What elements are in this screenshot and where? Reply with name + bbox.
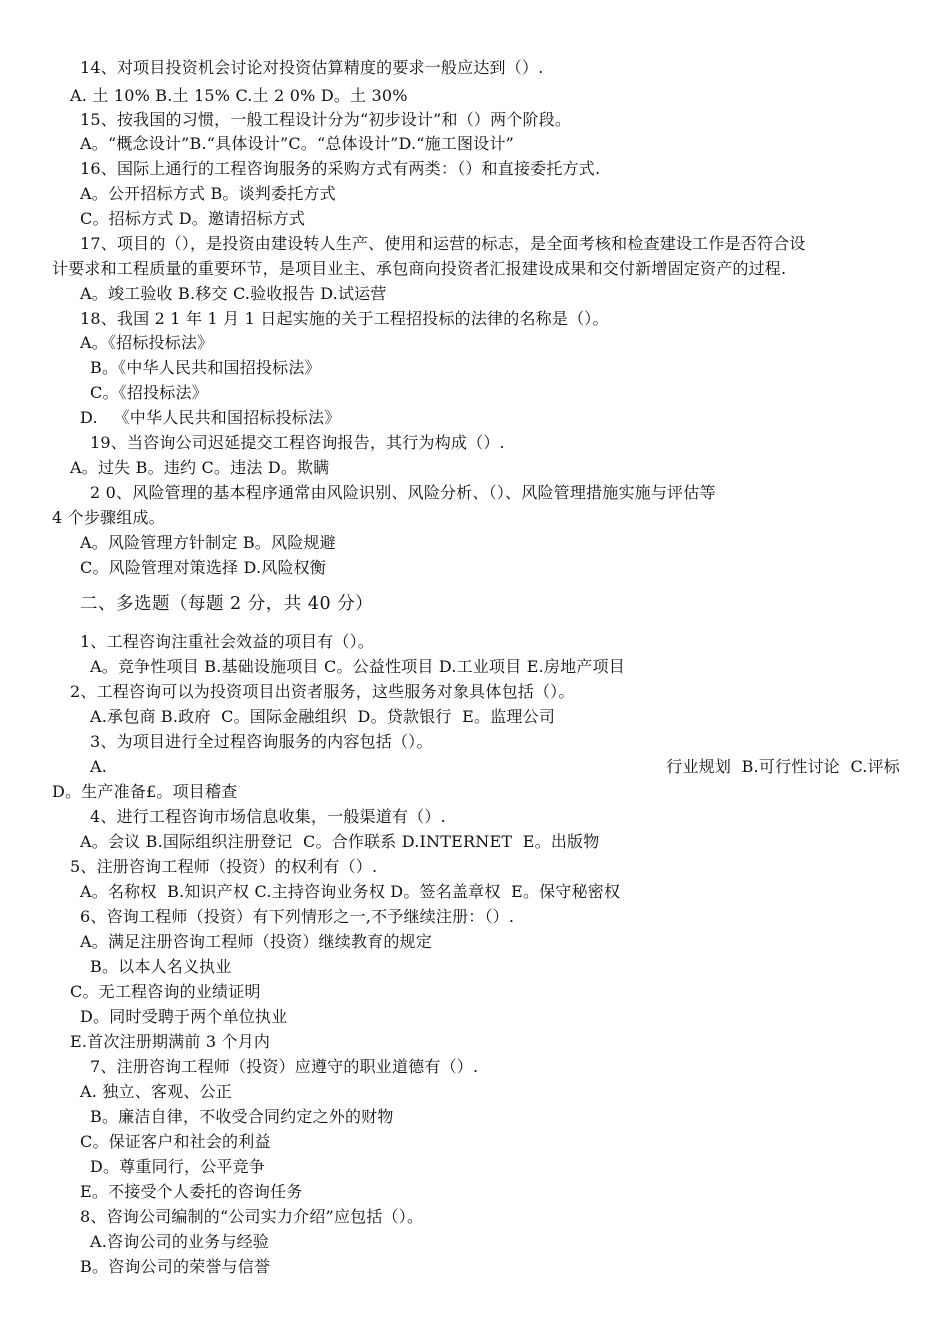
options-19: A。过失 B。违约 C。违法 D。欺瞒	[70, 458, 330, 477]
option-18-b: B。《中华人民共和国招投标法》	[90, 358, 321, 377]
mc-options-3-label: A.	[90, 757, 108, 776]
options-15: A。“概念设计”B.“具体设计”C。“总体设计”D.“施工图设计”	[80, 134, 515, 153]
question-15: 15、按我国的习惯，一般工程设计分为“初步设计”和（）两个阶段。	[80, 110, 572, 129]
question-17-line-1: 17、项目的（），是投资由建设转人生产、使用和运营的标志，是全面考核和检查建设工作是否符合设	[80, 234, 806, 253]
option-18-d: D. 《中华人民共和国招标投标法》	[80, 408, 341, 427]
mc-option-7-e: E。不接受个人委托的咨询任务	[80, 1182, 303, 1201]
mc-question-3: 3、为项目进行全过程咨询服务的内容包括（）。	[90, 732, 433, 751]
mc-question-8: 8、咨询公司编制的“公司实力介绍”应包括（）。	[80, 1207, 424, 1226]
options-14: A. 土 10% B.土 15% C.土 2 0% D。土 30%	[70, 86, 408, 105]
mc-options-1: A。竞争性项目 B.基础设施项目 C。公益性项目 D.工业项目 E.房地产项目	[90, 657, 625, 676]
question-18: 18、我国 2 1 年 1 月 1 日起实施的关于工程招投标的法律的名称是（）。	[80, 309, 609, 328]
options-20-c: C。风险管理对策选择 D.风险权衡	[80, 558, 327, 577]
option-18-c: C。《招投标法》	[90, 383, 208, 402]
mc-options-4: A。会议 B.国际组织注册登记 C。合作联系 D.INTERNET E。出版物	[80, 832, 600, 851]
mc-question-6: 6、咨询工程师（投资）有下列情形之一,不予继续注册：（）.	[80, 907, 515, 926]
mc-option-6-c: C。无工程咨询的业绩证明	[70, 982, 261, 1001]
question-14: 14、对项目投资机会讨论对投资估算精度的要求一般应达到（）.	[80, 58, 544, 77]
option-18-a: A。《招标投标法》	[80, 333, 214, 352]
question-20-line-1: 2 0、风险管理的基本程序通常由风险识别、风险分析、（）、风险管理措施实施与评估等	[90, 483, 716, 502]
mc-option-7-b: B。廉洁自律，不收受合同约定之外的财物	[90, 1107, 394, 1126]
mc-option-7-d: D。尊重同行，公平竞争	[90, 1157, 266, 1176]
mc-options-5: A。名称权 B.知识产权 C.主持咨询业务权 D。签名盖章权 E。保守秘密权	[80, 882, 621, 901]
mc-option-6-e: E.首次注册期满前 3 个月内	[70, 1032, 271, 1051]
mc-option-7-a: A. 独立、客观、公正	[80, 1082, 232, 1101]
question-19: 19、当咨询公司迟延提交工程咨询报告，其行为构成（）.	[90, 433, 505, 452]
options-16-a: A。公开招标方式 B。谈判委托方式	[80, 184, 336, 203]
options-16-c: C。招标方式 D。邀请招标方式	[80, 209, 306, 228]
mc-options-3-line-2: D。生产准备£。项目稽查	[52, 782, 238, 801]
options-20-a: A。风险管理方针制定 B。风险规避	[80, 533, 336, 552]
mc-question-5: 5、注册咨询工程师（投资）的权利有（）.	[70, 857, 378, 876]
mc-options-2: A.承包商 B.政府 C。国际金融组织 D。贷款银行 E。监理公司	[90, 707, 556, 726]
question-20-line-2: 4 个步骤组成。	[52, 508, 165, 527]
mc-question-4: 4、进行工程咨询市场信息收集，一般渠道有（）.	[90, 807, 446, 826]
question-16: 16、国际上通行的工程咨询服务的采购方式有两类：（）和直接委托方式.	[80, 159, 601, 178]
mc-question-2: 2、工程咨询可以为投资项目出资者服务，这些服务对象具体包括（）。	[70, 682, 575, 701]
mc-option-6-d: D。同时受聘于两个单位执业	[80, 1007, 288, 1026]
mc-option-8-a: A.咨询公司的业务与经验	[90, 1232, 270, 1251]
section-heading-multiple-choice: 二、多选题（每题 2 分，共 40 分）	[80, 594, 374, 614]
question-17-line-2: 计要求和工程质量的重要环节，是项目业主、承包商向投资者汇报建设成果和交付新增固定资产的过程.	[52, 259, 787, 278]
mc-options-3-right: 行业规划 B.可行性讨论 C.评标	[666, 757, 900, 776]
mc-option-6-a: A。满足注册咨询工程师（投资）继续教育的规定	[80, 932, 432, 951]
mc-question-7: 7、注册咨询工程师（投资）应遵守的职业道德有（）.	[90, 1057, 479, 1076]
mc-option-7-c: C。保证客户和社会的利益	[80, 1132, 271, 1151]
mc-question-1: 1、工程咨询注重社会效益的项目有（）。	[80, 632, 374, 651]
mc-option-8-b: B。咨询公司的荣誉与信誉	[80, 1257, 271, 1276]
options-17: A。竣工验收 B.移交 C.验收报告 D.试运营	[80, 284, 387, 303]
mc-option-6-b: B。以本人名义执业	[90, 957, 232, 976]
